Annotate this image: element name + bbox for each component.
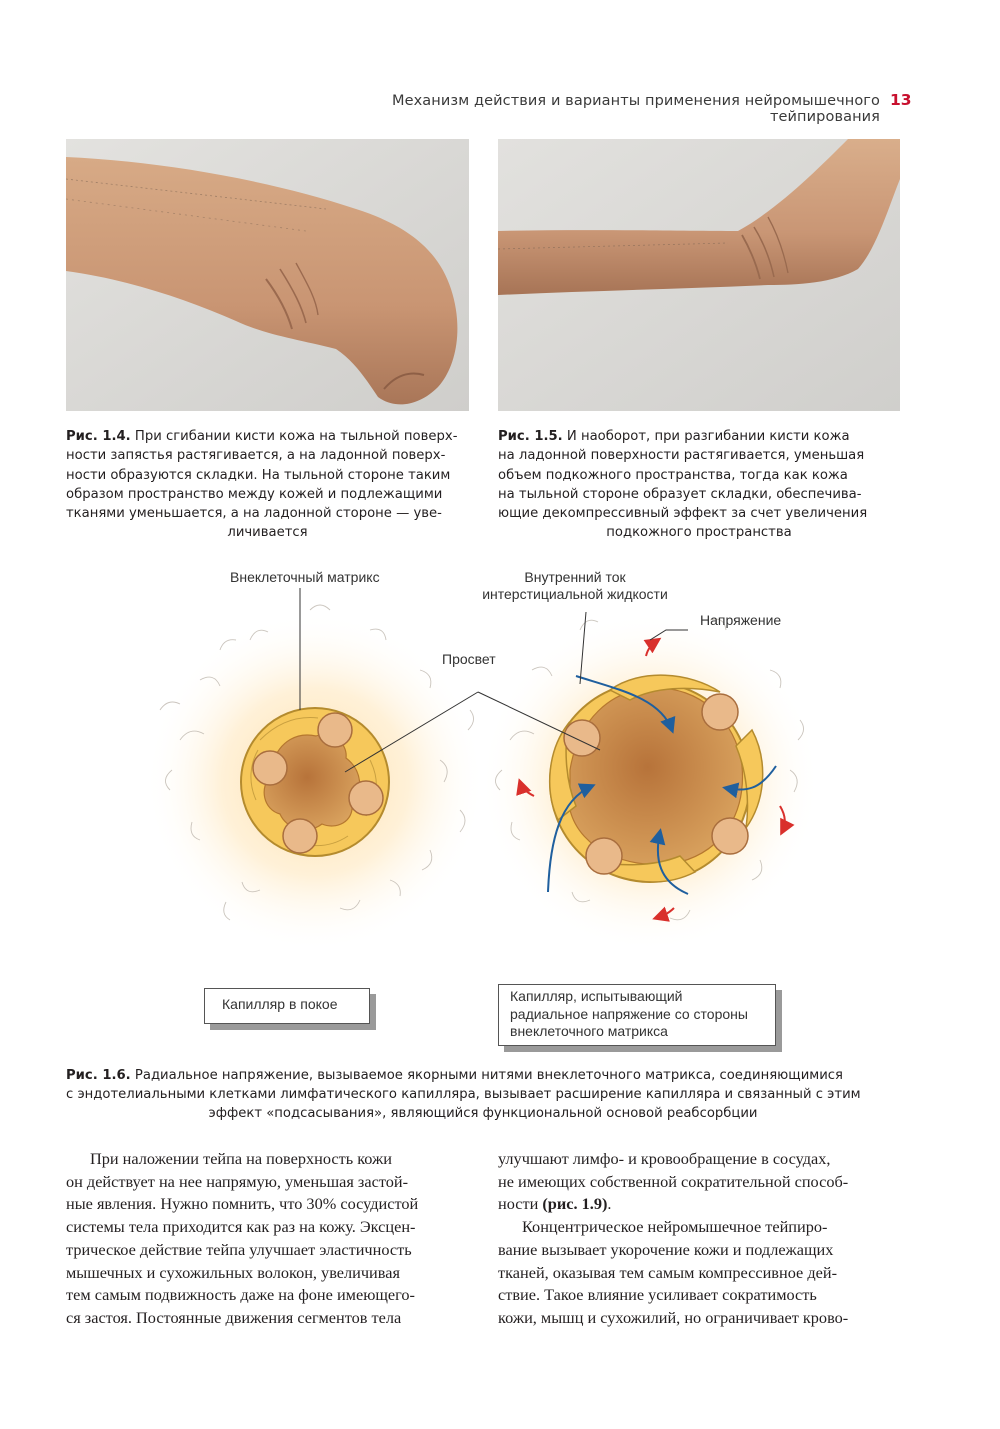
- box-tension-line: радиальное напряжение со стороны: [510, 1005, 748, 1022]
- fig-1-6-line: Радиальное напряжение, вызываемое якорными нитями внеклеточного матрикса, соединяющимися: [134, 1068, 843, 1083]
- caption-fig-1-5: [498, 427, 900, 543]
- body-line: вание вызывает укорочение кожи и подлежащих: [498, 1239, 834, 1259]
- body-line: ся застоя. Постоянные движения сегментов тела: [66, 1307, 402, 1327]
- box-tension-line: внеклеточного матрикса: [510, 1023, 668, 1039]
- body-line: ные явления. Нужно помнить, что 30% сосудистой: [66, 1194, 419, 1214]
- page-number: 13: [890, 91, 912, 109]
- capillary-under-tension: [480, 612, 820, 952]
- fig-1-6-line: эффект «подсасывания», являющийся функциональной основой реабсорбции: [208, 1106, 758, 1121]
- body-column-right: [498, 1148, 900, 1330]
- fig-1-5-line: на ладонной поверхности растягивается, уменьшая: [498, 448, 865, 464]
- caption-fig-1-4: [66, 427, 469, 543]
- body-line: ствие. Такое влияние усиливает сократимость: [498, 1285, 817, 1305]
- body-line: кожи, мышц и сухожилий, но ограничивает крово-: [498, 1307, 849, 1327]
- fig-1-4-line: При сгибании кисти кожа на тыльной поверх-: [134, 429, 458, 444]
- fig-1-4-line: образом пространство между кожей и подлежащими: [66, 486, 443, 502]
- figure-reference[interactable]: (рис. 1.9): [542, 1194, 608, 1214]
- photo-wrist-extension: [498, 139, 900, 411]
- body-line: системы тела приходится как раз на кожу. Эксцен-: [66, 1217, 416, 1237]
- fig-1-4-label: Рис. 1.4.: [66, 429, 131, 444]
- fig-1-5-line: подкожного пространства: [606, 525, 792, 541]
- label-tension: Напряжение: [700, 612, 782, 628]
- capillary-at-rest: [145, 605, 485, 952]
- fig-1-5-label: Рис. 1.5.: [498, 429, 563, 444]
- fig-1-4-line: ности запястья растягивается, а на ладонной поверх-: [66, 448, 446, 464]
- body-line: тем самым подвижность даже на фоне имеющего-: [66, 1285, 415, 1305]
- fig-1-5-line: ющие декомпрессивный эффект за счет увеличения: [498, 506, 868, 522]
- box-tension-line: Капилляр, испытывающий: [510, 988, 683, 1004]
- label-lumen: Просвет: [442, 651, 496, 667]
- body-line: он действует на нее напрямую, уменьшая застой-: [66, 1171, 408, 1191]
- box-capillary-at-rest: [204, 988, 370, 1024]
- photo-wrist-flexion: [66, 139, 469, 411]
- label-interstitial-flow: [470, 569, 680, 603]
- label-interstitial-flow-line: Внутренний ток: [524, 569, 626, 585]
- fig-1-5-line: И наоборот, при разгибании кисти кожа: [566, 429, 850, 444]
- fig-1-5-line: объем подкожного пространства, тогда как кожа: [498, 467, 848, 483]
- body-punct: .: [607, 1194, 612, 1214]
- body-line: улучшают лимфо- и кровообращение в сосудах,: [498, 1149, 831, 1168]
- body-line: ности: [498, 1194, 543, 1214]
- box-capillary-under-tension: [498, 984, 776, 1046]
- fig-1-4-line: личивается: [227, 525, 308, 541]
- body-line: тканей, оказывая тем самым компрессивное дей-: [498, 1262, 837, 1282]
- fig-1-6-line: с эндотелиальными клетками лимфатического капилляра, вызывает расширение капилляра и связанный с этим: [66, 1087, 861, 1102]
- fig-1-4-line: тканями уменьшается, а на ладонной стороне — уве-: [66, 506, 442, 522]
- body-line: не имеющих собственной сократительной способ-: [498, 1171, 849, 1191]
- fig-1-6-label: Рис. 1.6.: [66, 1068, 131, 1083]
- fig-1-5-line: на тыльной стороне образует складки, обеспечива-: [498, 486, 862, 502]
- label-extracellular-matrix: Внеклеточный матрикс: [230, 569, 380, 585]
- running-title: Механизм действия и варианты применения нейромышечного тейпирования: [392, 93, 880, 125]
- box-capillary-at-rest-text: Капилляр в покое: [222, 996, 338, 1012]
- body-line: трическое действие тейпа улучшает эластичность: [66, 1239, 412, 1259]
- body-line: Концентрическое нейромышечное тейпиро-: [522, 1217, 828, 1237]
- label-interstitial-flow-line: интерстициальной жидкости: [482, 586, 668, 602]
- body-line: При наложении тейпа на поверхность кожи: [90, 1149, 392, 1168]
- body-column-left: [66, 1148, 469, 1330]
- fig-1-4-line: ности образуются складки. На тыльной стороне таким: [66, 467, 451, 483]
- caption-fig-1-6: [66, 1066, 900, 1123]
- body-line: мышечных и сухожильных волокон, увеличивая: [66, 1262, 400, 1282]
